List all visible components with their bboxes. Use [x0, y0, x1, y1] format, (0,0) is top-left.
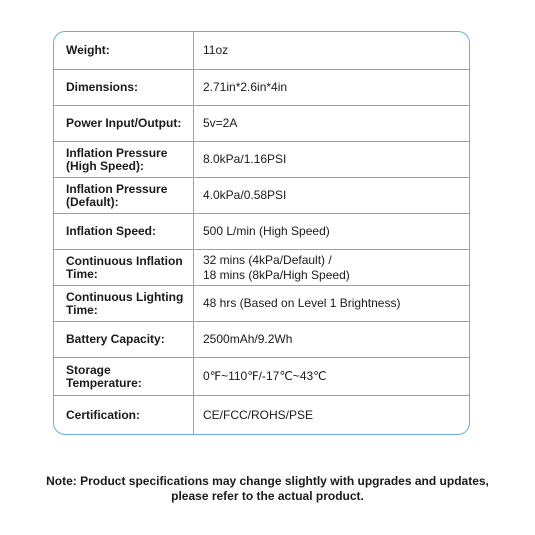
spec-row-weight [54, 32, 469, 70]
spec-row-certification [54, 396, 469, 434]
spec-row-battery [54, 322, 469, 358]
spec-table [53, 31, 470, 435]
spec-value: 5v=2A [203, 116, 238, 130]
spec-label: Certification: [54, 396, 194, 434]
spec-label: Continuous Lighting Time: [54, 286, 194, 321]
spec-label: Inflation Pressure (High Speed): [54, 142, 194, 177]
spec-value: 32 mins (4kPa/Default) / 18 mins (8kPa/High Speed) [203, 252, 350, 282]
spec-value: CE/FCC/ROHS/PSE [203, 407, 314, 422]
spec-label: Battery Capacity: [54, 322, 194, 357]
spec-value: 2500mAh/9.2Wh [203, 332, 293, 346]
spec-row-inflation-speed [54, 214, 469, 250]
spec-value: 11oz [203, 43, 229, 57]
spec-value: 500 L/min (High Speed) [203, 224, 330, 238]
product-note: Note: Product specifications may change slightly with upgrades and updates, please refer to the actual product. [46, 474, 489, 503]
spec-label: Inflation Pressure (Default): [54, 178, 194, 213]
spec-value: 48 hrs (Based on Level 1 Brightness) [203, 296, 401, 310]
spec-value: 2.71in*2.6in*4in [203, 80, 288, 94]
spec-value: 8.0kPa/1.16PSI [203, 152, 287, 166]
spec-row-pressure-default [54, 178, 469, 214]
spec-value: 0℉~110℉/-17℃~43℃ [203, 369, 327, 383]
spec-label: Inflation Speed: [54, 214, 194, 249]
spec-row-storage-temperature [54, 358, 469, 396]
spec-label: Weight: [54, 32, 194, 69]
spec-row-pressure-high [54, 142, 469, 178]
spec-label: Power Input/Output: [54, 106, 194, 141]
spec-value: 4.0kPa/0.58PSI [203, 188, 287, 202]
spec-row-lighting-time [54, 286, 469, 322]
spec-row-dimensions [54, 70, 469, 106]
spec-row-power [54, 106, 469, 142]
spec-label: Storage Temperature: [54, 358, 194, 395]
spec-row-inflation-time [54, 250, 469, 286]
spec-label: Dimensions: [54, 70, 194, 105]
spec-label: Continuous Inflation Time: [54, 250, 194, 285]
